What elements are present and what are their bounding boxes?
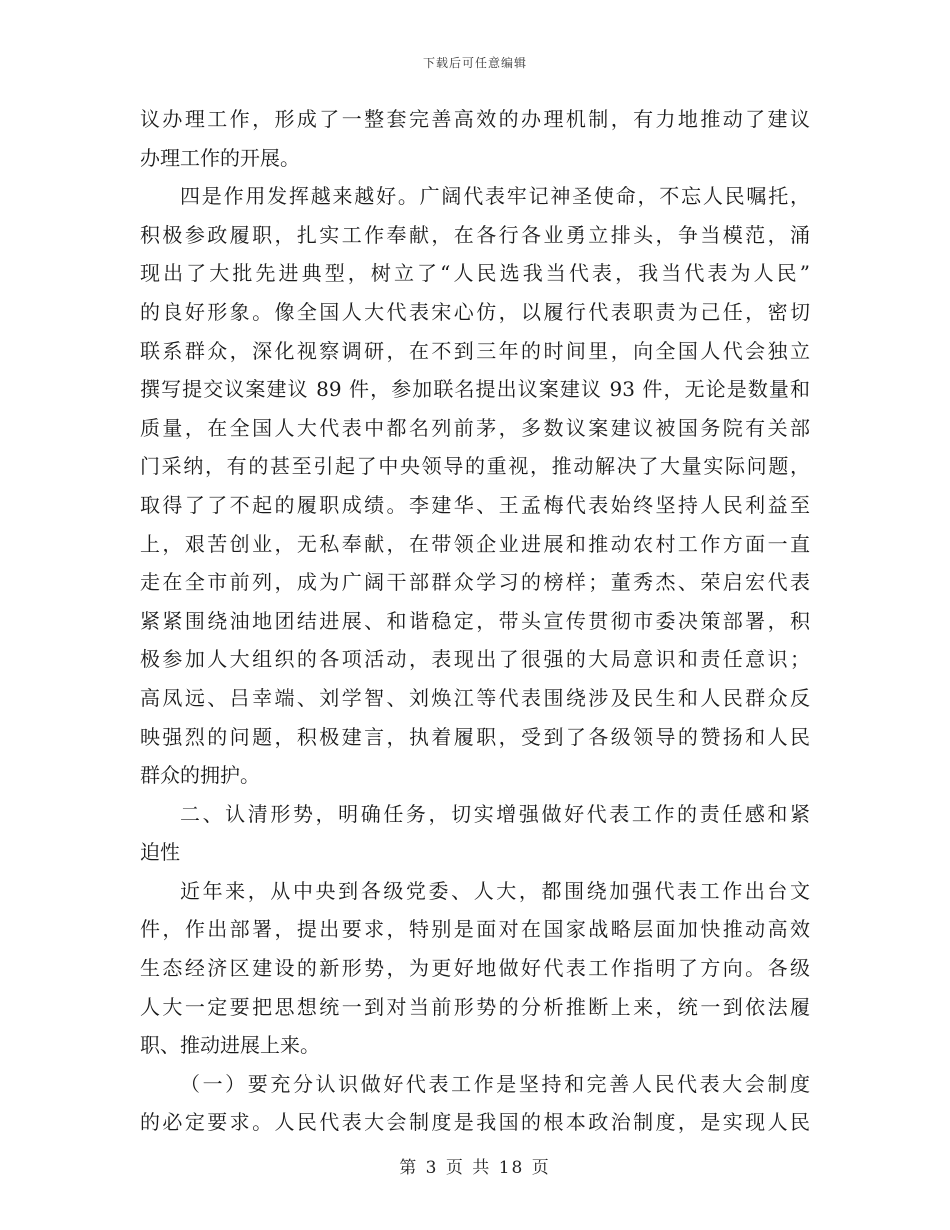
page-header: 下载后可任意编辑: [422, 56, 527, 70]
text-line: 门采纳，有的甚至引起了中央领导的重视，推动解决了大量实际问题，: [140, 454, 810, 479]
text-line: 群众的拥护。: [140, 763, 260, 788]
text-line: 办理工作的开展。: [140, 145, 300, 170]
text-line: 职、推动进展上来。: [140, 1033, 320, 1058]
text-line: 走在全市前列，成为广阔干部群众学习的榜样；董秀杰、荣启宏代表: [140, 570, 810, 595]
text-line: 生态经济区建设的新形势，为更好地做好代表工作指明了方向。各级: [140, 956, 810, 981]
text-line: 联系群众，深化视察调研，在不到三年的时间里，向全国人代会独立: [140, 338, 810, 363]
text-line: 紧紧围绕油地团结进展、和谐稳定，带头宣传贯彻市委决策部署，积: [140, 608, 810, 633]
text-line: 四是作用发挥越来越好。广阔代表牢记神圣使命，不忘人民嘱托，: [180, 184, 810, 209]
text-line: 的必定要求。人民代表大会制度是我国的根本政治制度，是实现人民: [140, 1110, 810, 1135]
text-line: 高凤远、吕幸端、刘学智、刘焕江等代表围绕涉及民生和人民群众反: [140, 685, 810, 710]
text-line: （一）要充分认识做好代表工作是坚持和完善人民代表大会制度: [180, 1071, 810, 1096]
text-line: 撰写提交议案建议 89 件，参加联名提出议案建议 93 件，无论是数量和: [140, 377, 810, 402]
text-line: 的良好形象。像全国人大代表宋心仿，以履行代表职责为己任，密切: [140, 299, 810, 324]
text-line: 质量，在全国人大代表中都名列前茅，多数议案建议被国务院有关部: [140, 415, 810, 440]
document-body: [140, 100, 810, 1142]
text-line: 议办理工作，形成了一整套完善高效的办理机制，有力地推动了建议: [140, 107, 810, 131]
page-footer: 第 3 页 共 18 页: [399, 1158, 551, 1178]
text-line: 件，作出部署，提出要求，特别是面对在国家战略层面加快推动高效: [140, 917, 810, 942]
text-line: 积极参政履职，扎实工作奉献，在各行各业勇立排头，争当模范，涌: [140, 222, 810, 247]
text-line: 取得了了不起的履职成绩。李建华、王孟梅代表始终坚持人民利益至: [140, 492, 810, 517]
text-line: 人大一定要把思想统一到对当前形势的分析推断上来，统一到依法履: [140, 994, 810, 1019]
text-line: 现出了大批先进典型，树立了“人民选我当代表，我当代表为人民”: [140, 261, 810, 286]
text-line: 映强烈的问题，积极建言，执着履职，受到了各级领导的赞扬和人民: [140, 724, 810, 749]
text-line: 近年来，从中央到各级党委、人大，都围绕加强代表工作出台文: [180, 878, 810, 903]
text-line: 二、认清形势，明确任务，切实增强做好代表工作的责任感和紧: [180, 801, 810, 826]
text-line: 极参加人大组织的各项活动，表现出了很强的大局意识和责任意识；: [140, 647, 810, 672]
text-line: 迫性: [140, 840, 180, 865]
text-line: 上，艰苦创业，无私奉献，在带领企业进展和推动农村工作方面一直: [140, 531, 810, 556]
